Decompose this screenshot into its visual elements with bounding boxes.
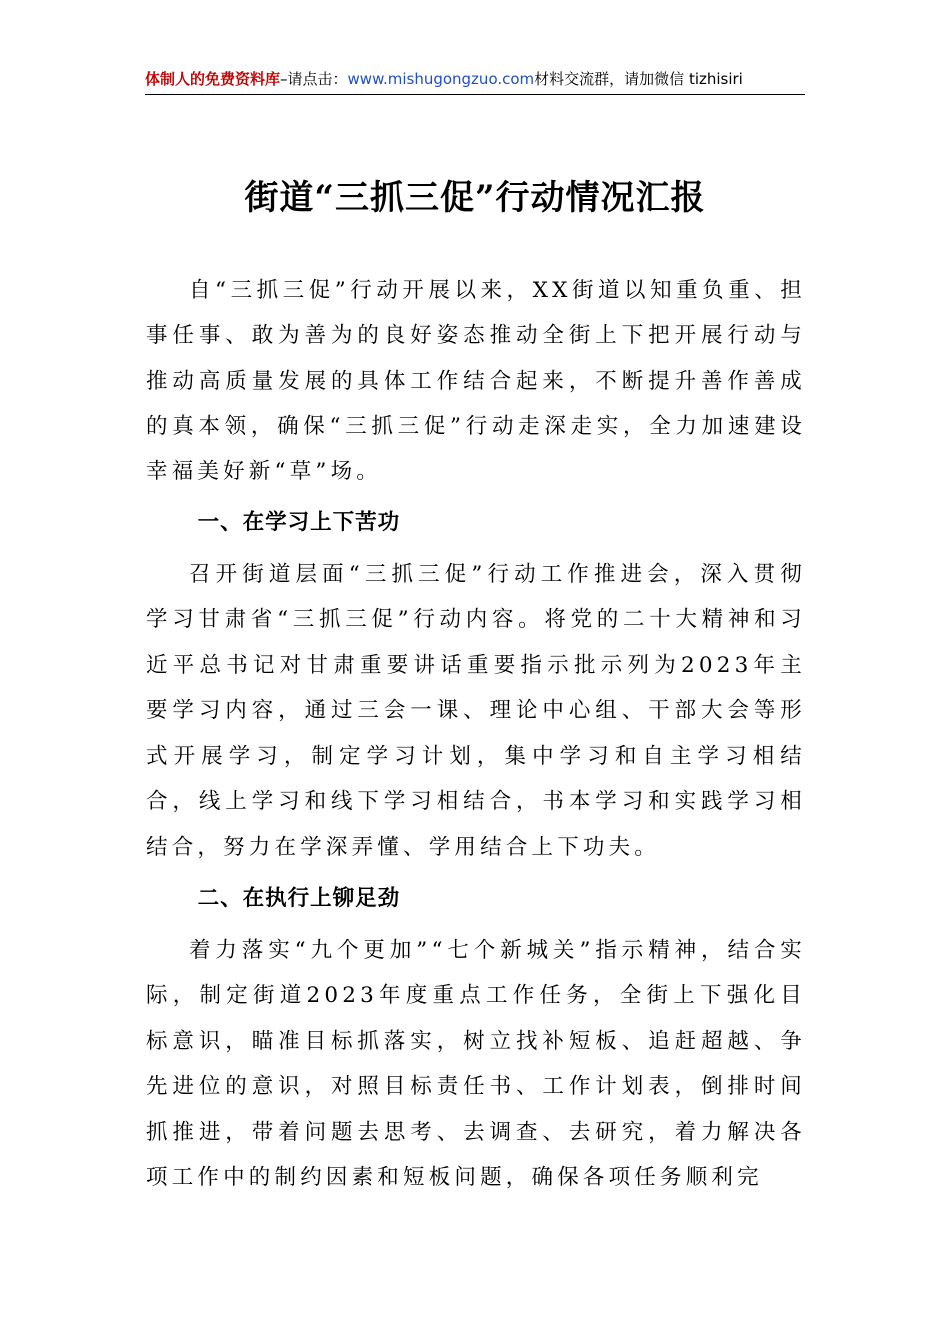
watermark-header <box>145 64 805 95</box>
header-brand: 体制人的免费资料库 <box>145 70 281 88</box>
document-body <box>146 268 806 1201</box>
section-body-1: 召开街道层面“三抓三促”行动工作推进会，深入贯彻学习甘肃省“三抓三促”行动内容。将党的二十大精神和习近平总书记对甘肃重要讲话重要指示批示列为2023年主要学习内容，通过三会一课、理论中心组、干部大会等形式开展学习，制定学习计划，集中学习和自主学习相结合，线上学习和线下学习相结合，书本学习和实践学习相结合，努力在学深弄懂、学用结合上下功夫。 <box>146 561 806 860</box>
document-title: 街道“三抓三促”行动情况汇报 <box>244 178 706 218</box>
section-body-2: 着力落实“九个更加”“七个新城关”指示精神，结合实际，制定街道2023年度重点工作任务，全街上下强化目标意识，瞄准目标抓落实，树立找补短板、追赶超越、争先进位的意识，对照目标责任书、工作计划表，倒排时间抓推进，带着问题去思考、去调查、去研究，着力解决各项工作中的制约因素和短板问题，确保各项任务顺利完 <box>146 937 806 1191</box>
section-heading-2: 二、在执行上铆足劲 <box>197 886 401 912</box>
intro-paragraph: 自“三抓三促”行动开展以来，XX街道以知重负重、担事任事、敢为善为的良好姿态推动全街上下把开展行动与推动高质量发展的具体工作结合起来，不断提升善作善成的真本领，确保“三抓三促”行动走深走实，全力加速建设幸福美好新“草”场。 <box>146 278 806 485</box>
header-tail: 材料交流群，请加微信 tizhisiri <box>534 70 743 88</box>
section-heading-1: 一、在学习上下苦功 <box>197 510 401 536</box>
header-link[interactable]: www.mishugongzuo.com <box>347 70 535 88</box>
header-prompt: –请点击： <box>280 70 348 88</box>
